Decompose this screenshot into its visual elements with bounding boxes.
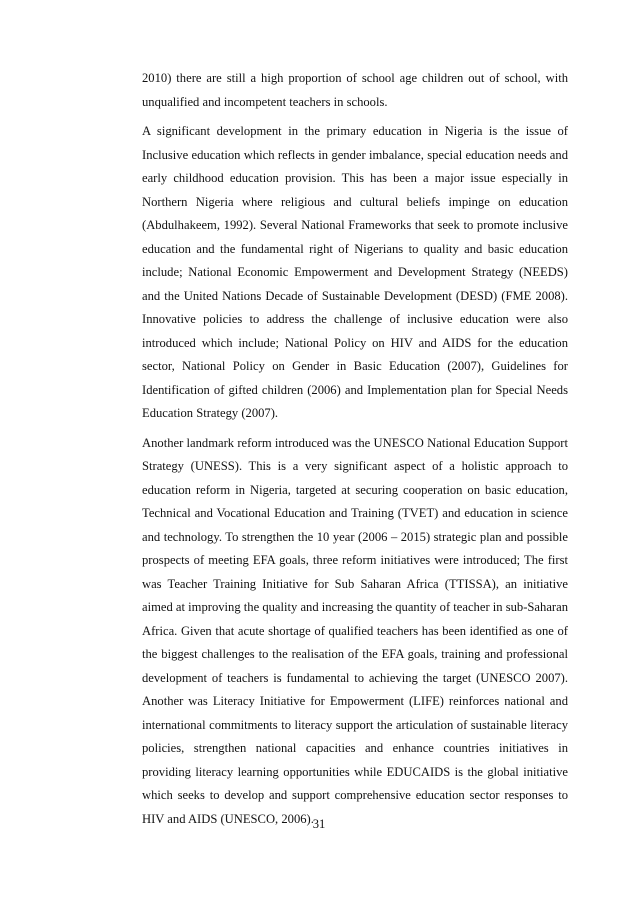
paragraph-continuation: 2010) there are still a high proportion of school age children out of school, with unqualified and incompetent teachers in schools. bbox=[142, 71, 568, 109]
paragraph-inclusive-education: A significant development in the primary education in Nigeria is the issue of Inclusive education which reflects in gender imbalance, special education needs and early childhood education provision. This has been a major issue especially in Northern Nigeria where religious and cultural beliefs impinge on education (Abdulhakeem, 1992). Several National Frameworks that seek to promote inclusive education and the fundamental right of Nigerians to quality and basic education include; National Economic Empowerment and Development Strategy (NEEDS) and the United Nations Decade of Sustainable Development (DESD) (FME 2008). Innovative policies to address the challenge of inclusive education were also introduced which include; National Policy on HIV and AIDS for the education sector, National Policy on Gender in Basic Education (2007), Guidelines for Identification of gifted children (2006) and Implementation plan for Special Needs Education Strategy (2007). bbox=[142, 124, 568, 420]
page-number: 31 bbox=[312, 817, 326, 831]
document-body bbox=[142, 67, 568, 831]
paragraph-uness-reform: Another landmark reform introduced was the UNESCO National Education Support Strategy (UNESS). This is a very significant aspect of a holistic approach to education reform in Nigeria, targeted at securing cooperation on basic education, Technical and Vocational Education and Training (TVET) and education in science and technology. To strengthen the 10 year (2006 – 2015) strategic plan and possible prospects of meeting EFA goals, three reform initiatives were introduced; The first was Teacher Training Initiative for Sub Saharan Africa (TTISSA), an initiative aimed at improving the quality and increasing the quantity of teacher in sub-Saharan Africa. Given that acute shortage of qualified teachers has been identified as one of the biggest challenges to the realisation of the EFA goals, training and professional development of teachers is fundamental to achieving the target (UNESCO 2007). Another was Literacy Initiative for Empowerment (LIFE) reinforces national and international commitments to literacy support the articulation of sustainable literacy policies, strengthen national capacities and enhance countries initiatives in providing literacy learning opportunities while EDUCAIDS is the global initiative which seeks to develop and support comprehensive education sector responses to HIV and AIDS (UNESCO, 2006). bbox=[142, 435, 568, 826]
